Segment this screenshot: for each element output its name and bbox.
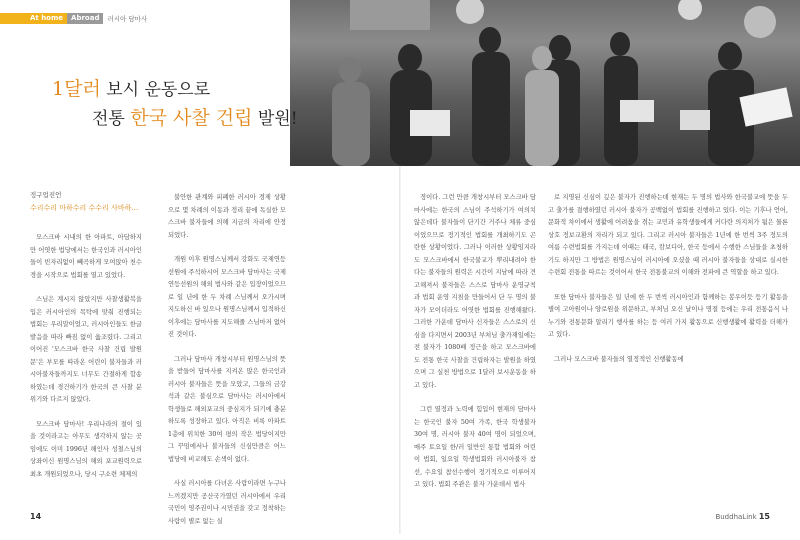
paragraph: 그러나 모스크바 불자들의 열정적인 신행활동에: [554, 355, 684, 363]
paragraph: 정이다. 그런 만큼 개창시부터 모스크바 담마사에는 한국의 스님이 주석하기가 여의치 않은데다 불자들이 단기간 거주나 체류 중심이었으므로 정기적인 법회를 개최하기도 곤란한 상황이었다. 그러나 이러한 상황임지라도 모스크바에서 한국불교가 뿌리내려야 한다는 불자들의 원력은 시간이 지남에 따라 견고해져서 불자들은 스스로 담마사 운영규칙과 법회 운영 지침을 만들어서 단 두 명의 불자가 모이더라도 어엿한 법회를 진행해왔다. 그러한 가운데 담마사 신자들은 스스로의 신심을 다지면서 2003년 부처님 출가재일에는 전 불자가 1080배 정근을 하고 모스크바에도 전통 한국 사찰을 건립하자는 발원을 하였으며 그 실천 방법으로 1달러 보시운동을 하고 있다.: [414, 194, 536, 389]
headline-pre-2: 전통: [92, 109, 131, 129]
headline-line-1: [52, 74, 352, 101]
photo-illustration: [290, 0, 800, 166]
headline-accent-2: 한국 사찰 건립: [130, 107, 253, 129]
text-column-3: [414, 192, 536, 504]
headline-post-2: 발원!: [252, 109, 298, 129]
paragraph: 로 지명된 신심이 깊은 불자가 진행하는데 현재는 두 명의 법사와 한국불교에 뜻을 두고 출가를 결행하였던 러시아 불자가 공백없이 법회를 진행하고 있다. 이는 기후나 언어, 문화적 차이에서 생활에 어려움을 겪는 교민과 유학생들에게 커다란 의지처가 됨은 물론 상호 정보교환의 자리가 되고 있다. 그리고 러시아 불자들은 1년에 한 번씩 3주 정도의 여름 수련법회를 가지는데 이때는 태국, 캄보디아, 한국 등에서 수행한 스님들을 초청하기도 하지만 그 방법은 원명스님이 러시아에 오셨을 때 러시아 불자들을 상대로 실시한 수련회 전통을 따르는 것이어서 한국 전통불교의 이해와 전파에 큰 역할을 하고 있다.: [548, 194, 788, 276]
magazine-name: BuddhaLink: [715, 513, 757, 521]
paragraph: 모스크바 담마사! 우리나라의 절이 있을 것이라고는 아무도 생각하지 않는 곳임에도 이미 1996년 해인사 성철스님의 상좌이신 원명스님의 해외 포교원력으로 최초 개원되었으나, 당시 구소련 체제의: [30, 420, 142, 478]
paragraph: 그런 열정과 노력에 힘입어 현재의 담마사는 한국인 불자 50여 가족, 한국 학생불자 30여 명, 러시아 불자 40여 명이 되었으며, 매주 토요일 한/러 일반인 통합 법회와 어린이 법회, 일요일 학생법회와 러시아불자 참선, 수요일 참선수행이 정기적으로 이루어지고 있다. 법회 주관은 불자 가운데서 법사: [414, 406, 536, 488]
paragraph: 개원 이후 원명스님께서 강화도 국제연등선원에 주석하시어 모스크바 담마사는 국제 연등선원의 해외 법사와 같은 입장이었으므로 일 년에 한 두 차례 스님께서 오가시며 지도하신 바 있으나 원명스님께서 입적하신 이후에는 담마사를 지도해줄 스님마저 없어진 것이다.: [168, 256, 286, 338]
headline-line-2: [92, 103, 352, 130]
text-column-4: [548, 192, 788, 378]
section-subtitle: 러시아 담마사: [107, 15, 148, 23]
text-column-1: [30, 232, 142, 493]
headline-accent-1: 1달러: [52, 78, 101, 100]
article-byline: 정구업진언: [30, 191, 62, 199]
section-header: [0, 13, 151, 24]
paragraph: 사실 러시아를 다녀온 사람이라면 누구나 느끼겠지만 공산국가였던 러시아에서 우리 국민이 영주권이나 시민권을 갖고 정착하는 사람이 별로 없는 실: [168, 480, 286, 525]
article-headline: [52, 74, 352, 130]
temple-dharma-photo: [290, 0, 800, 166]
page-footer-right: [715, 512, 770, 521]
headline-rest-1: 보시 운동으로: [100, 80, 211, 100]
text-column-2: [168, 192, 286, 540]
page-number-right: 15: [758, 512, 770, 521]
section-tag-home: At home: [0, 13, 67, 24]
article-epigraph: 수리수리 마하수리 수수리 사바하…: [30, 204, 139, 212]
paragraph: 또한 담마사 불자들은 일 년에 한 두 번씩 러시아인과 함께하는 봉우이듯 등기 활동을 별여 고아원이나 양로원을 위문하고, 부처님 오신 날이나 명절 등에는 우리 전통음식 나누기와 전통문화 알리기 행사를 하는 등 여러 가지 활동으로 신행생활에 활력을 더해가고 있다.: [548, 293, 788, 338]
paragraph: 불안한 관계와 피폐한 러시아 경제 상황으로 몇 차례의 이동과 정리 끝에 독실한 모스크바 불자들에 의해 지금의 자리에 안정되었다.: [168, 194, 286, 239]
paragraph: 그러나 담마사 개창시부터 원명스님의 뜻을 받들어 담마사를 지켜온 많은 한국인과 러시아 불자들은 뜻을 모았고, 그들의 금강석과 같은 불심으로 담마사는 러시아에서 학생들로 해외포교의 중심지가 되기에 충분하도록 성장하고 있다. 아직은 비록 아파트 1층에 위치한 30여 평의 작은 법당이지만 그 꾸밈에서나 불자들의 신심만큼은 어느 법당에 비교해도 손색이 없다.: [168, 355, 286, 463]
paragraph: 모스크바 시내의 한 아파트, 아담하지만 어엿한 법당에서는 한국인과 러시아인들이 빈자리없이 빼곡하게 모여앉아 천수경을 시작으로 법회를 열고 있었다.: [30, 234, 142, 279]
paragraph: 스님은 계시지 않았지만 사찰생활복을 입은 러시아인의 목탁에 맞춰 진행되는 법회는 우리말이었고, 러시아인들도 한글발음을 따라 빠짐 없이 읊조렸다. 그리고 이어진 '모스크바 한국 사찰 건립 발원문'은 부모를 따라온 어린이 불자들과 러시아불자들까지도 너무도 간절하게 합송하였는데 경건하기가 한국의 큰 사찰 분위기와 다르지 않았다.: [30, 296, 142, 403]
section-tag-abroad: Abroad: [67, 13, 103, 24]
page-number-left: 14: [30, 512, 42, 521]
